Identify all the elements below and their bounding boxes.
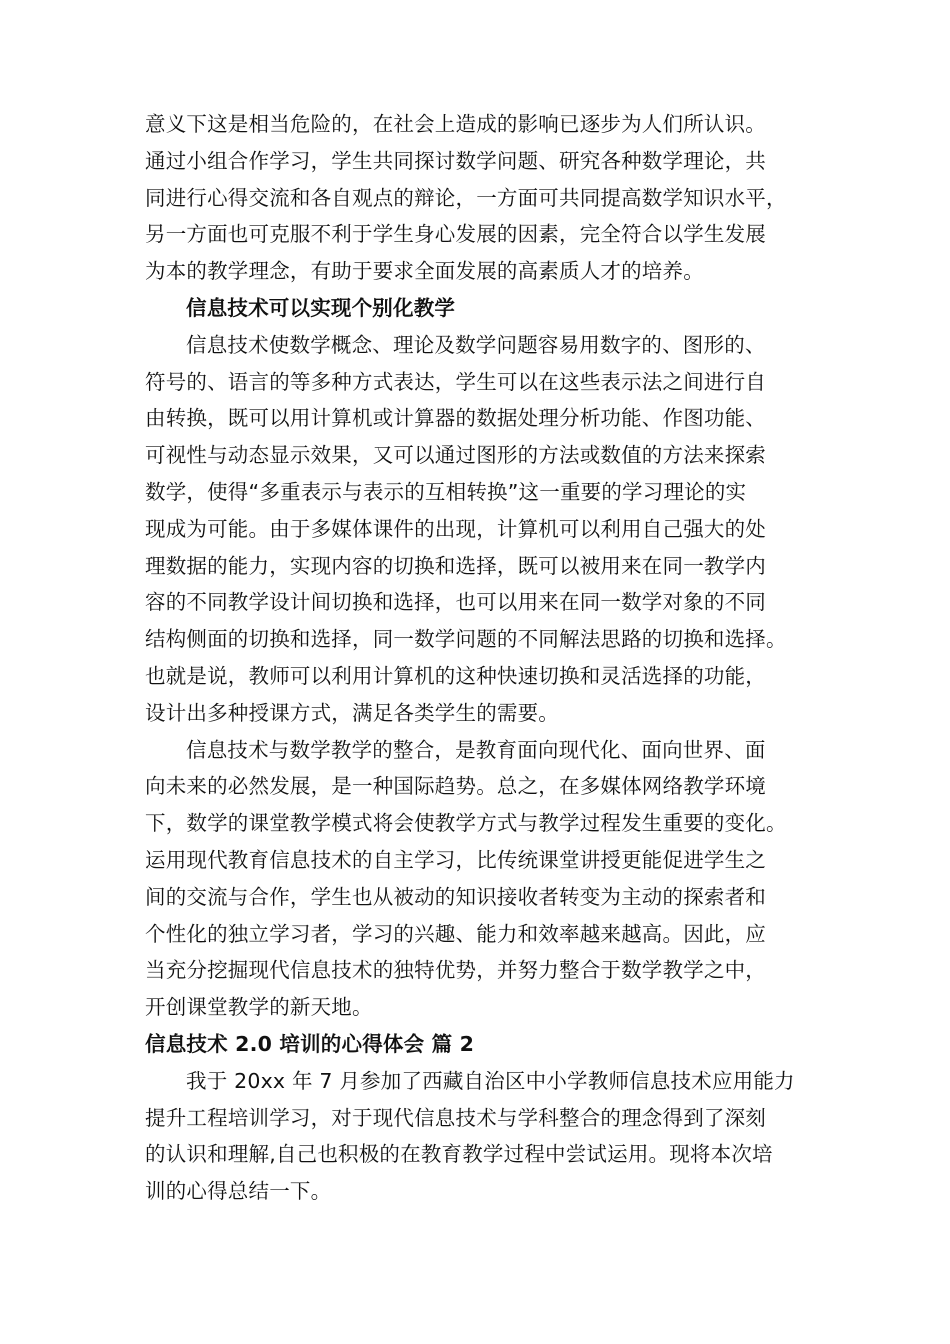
subheading: 信息技术可以实现个别化教学 (186, 295, 456, 320)
text-line: 下，数学的课堂教学模式将会使教学方式与教学过程发生重要的变化。 (145, 811, 787, 836)
text-line: 可视性与动态显示效果，又可以通过图形的方法或数值的方法来探索 (145, 443, 766, 468)
text-line: 当充分挖掘现代信息技术的独特优势，并努力整合于数学教学之中， (145, 958, 766, 983)
paragraph-2 (145, 327, 825, 732)
text-line: 结构侧面的切换和选择，同一数学问题的不同解法思路的切换和选择。 (145, 627, 787, 652)
text-line: 容的不同教学设计间切换和选择，也可以用来在同一数学对象的不同 (145, 590, 766, 615)
text-line: 同进行心得交流和各自观点的辩论，一方面可共同提高数学知识水平， (145, 185, 787, 210)
paragraph-4 (145, 1063, 825, 1210)
text-line: 数学，使得“多重表示与表示的互相转换”这一重要的学习理论的实 (145, 479, 747, 504)
text-line: 运用现代教育信息技术的自主学习，比传统课堂讲授更能促进学生之 (145, 847, 766, 872)
text-line: 信息技术使数学概念、理论及数学问题容易用数字的、图形的、 (186, 332, 766, 357)
text-line: 为本的教学理念，有助于要求全面发展的高素质人才的培养。 (145, 259, 704, 284)
text-line: 间的交流与合作，学生也从被动的知识接收者转变为主动的探索者和 (145, 884, 766, 909)
text-line: 通过小组合作学习，学生共同探讨数学问题、研究各种数学理论，共 (145, 148, 766, 173)
text-line: 的认识和理解,自己也积极的在教育教学过程中尝试运用。现将本次培 (145, 1142, 773, 1167)
section-heading: 信息技术 2.0 培训的心得体会 篇 2 (145, 1031, 475, 1056)
text-line: 意义下这是相当危险的，在社会上造成的影响已逐步为人们所认识。 (145, 112, 766, 136)
text-line: 开创课堂教学的新天地。 (145, 995, 373, 1020)
text-line: 训的心得总结一下。 (145, 1179, 332, 1204)
text-line: 也就是说，教师可以利用计算机的这种快速切换和灵活选择的功能， (145, 663, 766, 688)
text-line: 设计出多种授课方式，满足各类学生的需要。 (145, 700, 559, 725)
text-line: 理数据的能力，实现内容的切换和选择，既可以被用来在同一教学内 (145, 553, 766, 578)
text-line: 向未来的必然发展，是一种国际趋势。总之，在多媒体网络教学环境 (145, 774, 766, 799)
paragraph-1 (145, 106, 825, 290)
text-line: 提升工程培训学习，对于现代信息技术与学科整合的理念得到了深刻 (145, 1105, 766, 1130)
paragraph-3 (145, 732, 825, 1026)
document-page (145, 106, 825, 1210)
text-line: 信息技术与数学教学的整合，是教育面向现代化、面向世界、面 (186, 737, 766, 762)
text-line: 个性化的独立学习者，学习的兴趣、能力和效率越来越高。因此，应 (145, 921, 766, 946)
text-line: 另一方面也可克服不利于学生身心发展的因素，完全符合以学生发展 (145, 222, 766, 247)
text-line: 符号的、语言的等多种方式表达，学生可以在这些表示法之间进行自 (145, 369, 766, 394)
text-line: 现成为可能。由于多媒体课件的出现，计算机可以利用自己强大的处 (145, 516, 766, 541)
text-line: 我于 20xx 年 7 月参加了西藏自治区中小学教师信息技术应用能力 (186, 1068, 795, 1093)
text-line: 由转换，既可以用计算机或计算器的数据处理分析功能、作图功能、 (145, 406, 766, 431)
